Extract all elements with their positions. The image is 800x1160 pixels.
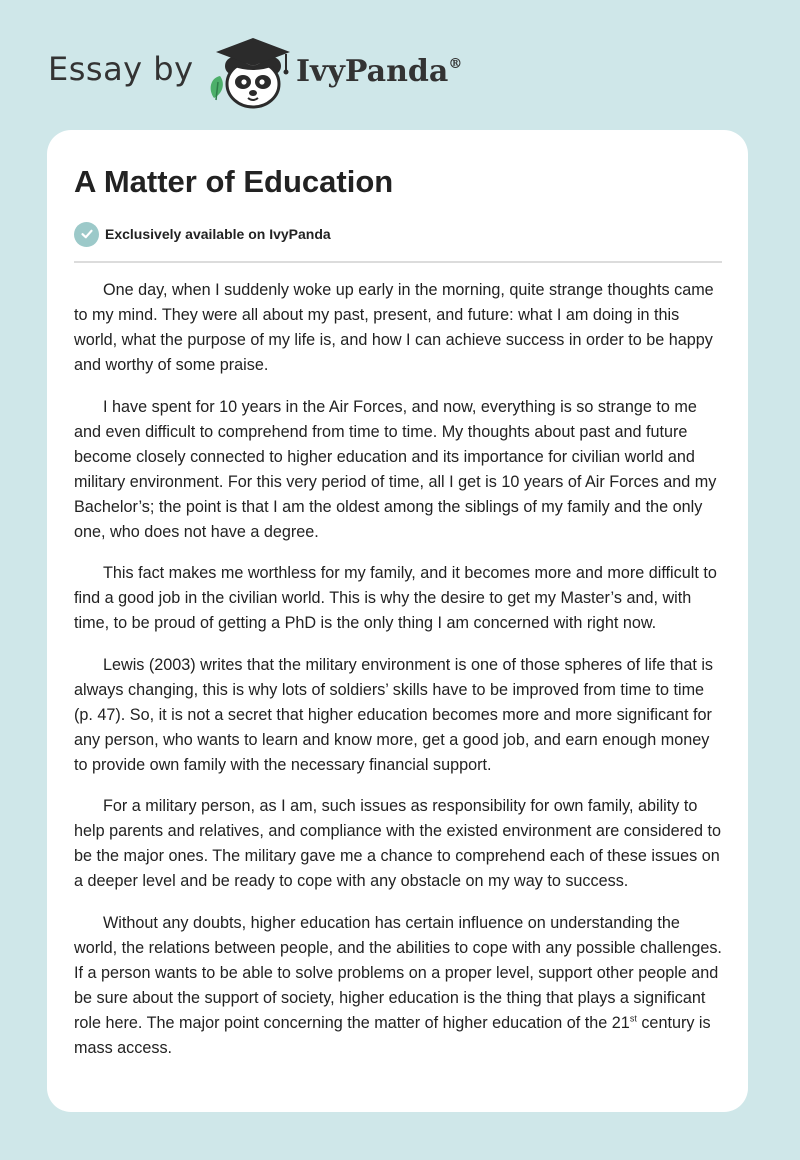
paragraph: For a military person, as I am, such issues as responsibility for own family, ability to help parents and relatives, and compliance with the existed environment are considered to be the major ones. The military gave me a chance to comprehend each of these issues on a deeper level and be ready to cope with any obstacle on my way to success. (74, 797, 721, 890)
essay-body (74, 278, 724, 1077)
paragraph: Lewis (2003) writes that the military environment is one of those spheres of life that is always changing, this is why lots of soldiers’ skills have to be improved from time to time (p. 47). So, it is not a secret that higher education becomes more and more significant for any person, who wants to learn and know more, get a good job, and earn enough money to provide own family with the necessary financial support. (74, 655, 714, 774)
check-circle-icon (74, 222, 99, 247)
registered-mark: ® (448, 56, 463, 72)
panda-graduation-cap-icon (204, 32, 296, 112)
site-header (48, 32, 508, 112)
paragraph: This fact makes me worthless for my family, and it becomes more and more difficult to find a good job in the civilian world. This is why the desire to get my Master’s and, with time, to be proud of getting a PhD is the only thing I am concerned with right now. (74, 564, 717, 632)
brand-text: IvyPanda (296, 54, 449, 89)
divider (74, 261, 722, 263)
exclusive-label: Exclusively available on IvyPanda (105, 226, 331, 242)
paragraph: One day, when I suddenly woke up early in the morning, quite strange thoughts came to my mind. They were all about my past, present, and future: what I am doing in this world, what the purpose of my life is, and how I can achieve success in order to be happy and worthy of some praise. (74, 281, 714, 374)
paragraph: I have spent for 10 years in the Air Forces, and now, everything is so strange to me and even difficult to comprehend from time to time. My thoughts about past and future become closely connected to higher education and its importance for civilian world and military environment. For this very period of time, all I get is 10 years of Air Forces and my Bachelor’s; the point is that I am the oldest among the siblings of my family and the only one, who does not have a degree. (74, 397, 717, 541)
paragraph-ending: century is mass access. (74, 1013, 711, 1057)
ordinal-superscript: st (629, 1013, 637, 1024)
paragraph-text: Without any doubts, higher education has certain influence on understanding the world, the relations between people, and the abilities to cope with any possible challenges. If a person wants to be able to solve problems on a proper level, support other people and be sure about the support of society, higher education is the thing that plays a significant role here. The major point concerning the matter of higher education of the 21 (74, 913, 722, 1032)
page-title: A Matter of Education (74, 164, 394, 199)
exclusive-badge (74, 221, 331, 247)
essay-by-label: Essay by (48, 50, 194, 88)
paragraph-last (74, 911, 724, 1061)
essay-card (47, 130, 748, 1112)
brand-name (296, 54, 462, 89)
